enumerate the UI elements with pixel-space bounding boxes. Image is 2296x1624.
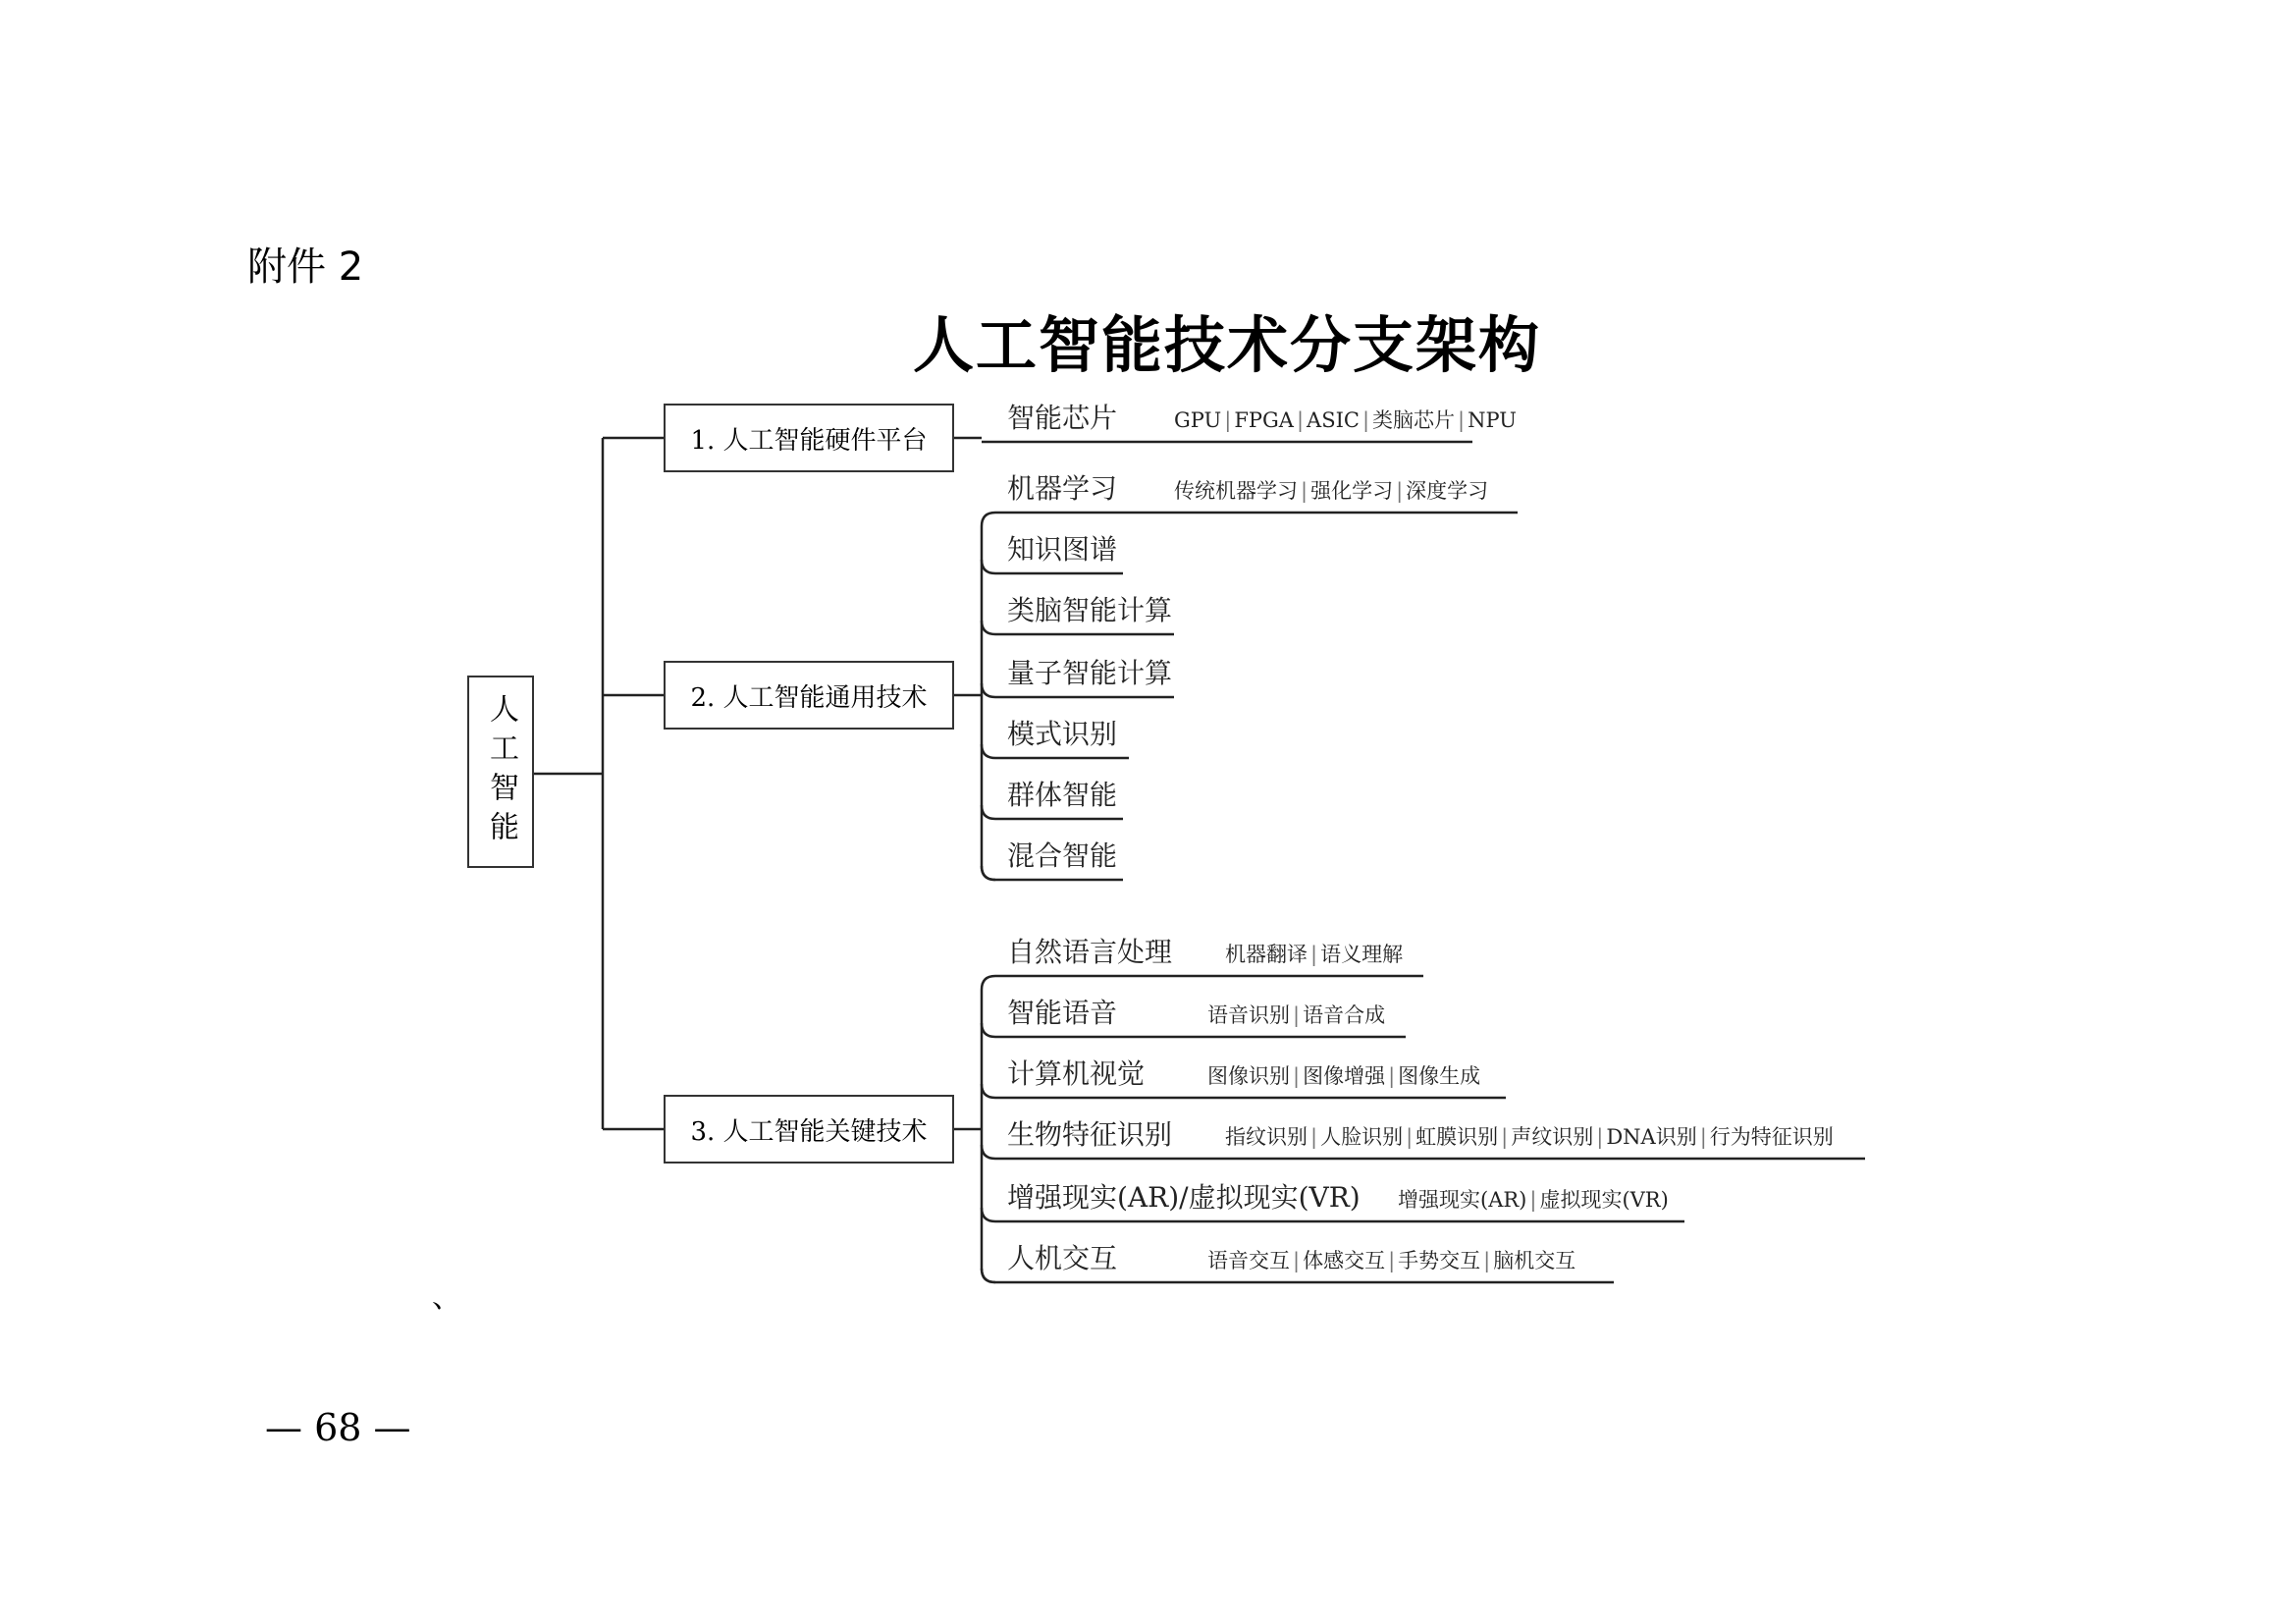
bracket-tick xyxy=(982,744,995,758)
branch-label: 群体智能 xyxy=(1007,779,1118,811)
detail-item: 增强现实(AR) xyxy=(1398,1188,1527,1212)
detail-item: ASIC xyxy=(1307,408,1360,432)
detail-item: 人脸识别 xyxy=(1320,1125,1404,1149)
detail-item: 指纹识别 xyxy=(1225,1125,1308,1149)
detail-separator: | xyxy=(1699,1125,1707,1149)
detail-separator: | xyxy=(1293,1249,1301,1272)
detail-list xyxy=(1225,1121,1834,1151)
bracket-tick xyxy=(982,805,995,819)
bracket-tick xyxy=(982,1208,995,1221)
page-title: 人工智能技术分支架构 xyxy=(913,309,1542,381)
branch-label: 生物特征识别 xyxy=(1007,1118,1173,1151)
branch-label: 混合智能 xyxy=(1007,839,1118,872)
bracket-tick xyxy=(982,1269,995,1282)
bracket-tick xyxy=(982,1084,995,1098)
detail-separator: | xyxy=(1529,1188,1537,1212)
detail-item: 类脑芯片 xyxy=(1372,408,1456,432)
branch-label: 类脑智能计算 xyxy=(1007,594,1173,626)
detail-item: 手势交互 xyxy=(1398,1249,1481,1272)
detail-item: 语音合成 xyxy=(1303,1003,1386,1027)
page-number: — 68 — xyxy=(265,1406,411,1449)
detail-separator: | xyxy=(1293,1003,1301,1027)
branch-label: 人机交互 xyxy=(1007,1242,1118,1274)
detail-item: 虚拟现实(VR) xyxy=(1539,1188,1669,1212)
detail-separator: | xyxy=(1396,479,1404,503)
detail-item: 图像识别 xyxy=(1207,1064,1290,1088)
detail-separator: | xyxy=(1296,408,1305,432)
detail-item: 语音交互 xyxy=(1207,1249,1290,1272)
category-box-1: 1. 人工智能硬件平台 xyxy=(664,404,954,472)
branch-label: 机器学习 xyxy=(1007,472,1118,505)
bracket-tick xyxy=(982,866,995,880)
branch-label: 智能语音 xyxy=(1007,997,1118,1029)
bracket-spine xyxy=(982,976,995,1282)
branch-label: 模式识别 xyxy=(1007,718,1118,750)
attachment-label: 附件 2 xyxy=(247,244,364,290)
detail-item: 体感交互 xyxy=(1303,1249,1386,1272)
branch-label: 量子智能计算 xyxy=(1007,657,1173,689)
bracket-tick xyxy=(982,683,995,697)
category-box-3: 3. 人工智能关键技术 xyxy=(664,1095,954,1164)
root-node-label: 人工智能 xyxy=(484,693,518,850)
detail-separator: | xyxy=(1293,1064,1301,1088)
detail-separator: | xyxy=(1310,943,1318,966)
detail-item: 强化学习 xyxy=(1310,479,1394,503)
detail-list xyxy=(1225,939,1403,968)
detail-separator: | xyxy=(1596,1125,1604,1149)
detail-separator: | xyxy=(1310,1125,1318,1149)
detail-item: 虹膜识别 xyxy=(1415,1125,1499,1149)
detail-list xyxy=(1174,405,1517,434)
detail-separator: | xyxy=(1362,408,1370,432)
detail-item: 声纹识别 xyxy=(1511,1125,1594,1149)
detail-item: 语义理解 xyxy=(1320,943,1404,966)
detail-item: 语音识别 xyxy=(1207,1003,1290,1027)
branch-label: 知识图谱 xyxy=(1007,533,1118,566)
detail-item: 传统机器学习 xyxy=(1174,479,1298,503)
detail-item: 图像生成 xyxy=(1398,1064,1481,1088)
detail-item: 图像增强 xyxy=(1303,1064,1386,1088)
detail-item: DNA识别 xyxy=(1606,1125,1697,1149)
detail-separator: | xyxy=(1458,408,1466,432)
detail-separator: | xyxy=(1301,479,1308,503)
detail-item: 行为特征识别 xyxy=(1709,1125,1834,1149)
branch-label: 自然语言处理 xyxy=(1007,936,1173,968)
detail-separator: | xyxy=(1483,1249,1491,1272)
detail-list xyxy=(1174,475,1488,505)
detail-separator: | xyxy=(1388,1249,1396,1272)
detail-list xyxy=(1207,1000,1385,1029)
detail-list xyxy=(1207,1060,1480,1090)
detail-list xyxy=(1207,1245,1575,1274)
branch-label: 计算机视觉 xyxy=(1007,1057,1146,1090)
detail-item: NPU xyxy=(1468,408,1517,432)
root-node xyxy=(467,676,534,868)
detail-separator: | xyxy=(1501,1125,1509,1149)
branch-label: 增强现实(AR)/虚拟现实(VR) xyxy=(1007,1181,1361,1214)
category-box-2: 2. 人工智能通用技术 xyxy=(664,661,954,730)
bracket-tick xyxy=(982,621,995,634)
detail-item: 机器翻译 xyxy=(1225,943,1308,966)
detail-list xyxy=(1398,1184,1669,1214)
detail-separator: | xyxy=(1224,408,1232,432)
branch-label: 智能芯片 xyxy=(1007,402,1118,434)
detail-separator: | xyxy=(1388,1064,1396,1088)
bracket-tick xyxy=(982,560,995,573)
bracket-tick xyxy=(982,1023,995,1037)
detail-item: GPU xyxy=(1174,408,1222,432)
bracket-tick xyxy=(982,1145,995,1159)
detail-item: 深度学习 xyxy=(1406,479,1489,503)
stray-mark: 、 xyxy=(432,1280,461,1315)
detail-item: 脑机交互 xyxy=(1493,1249,1576,1272)
detail-item: FPGA xyxy=(1234,408,1294,432)
detail-separator: | xyxy=(1406,1125,1414,1149)
